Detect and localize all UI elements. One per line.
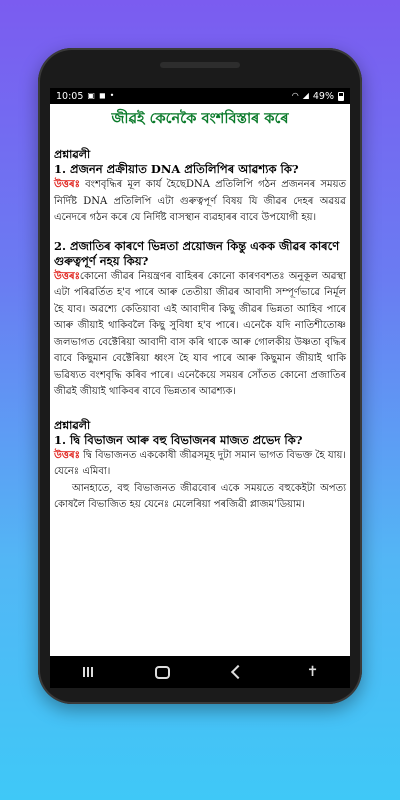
section-heading: প্ৰশ্নাৱলী bbox=[54, 418, 91, 432]
back-button[interactable] bbox=[218, 656, 258, 688]
wifi-icon: ◠ bbox=[291, 91, 299, 100]
answer-text: কোনো জীৱৰ নিয়ন্ত্ৰণৰ বাহিৰৰ কোনো কাৰণবশতঃ অনুকূল অৱস্থা এটা পৰিৱৰ্তিত হ'ব পাৰে আৰু তেতীয়া জীৱৰ আবাদী সম্পূৰ্ণভাৱে নিৰ্মূল হৈ যাব। অৱশ্যে কেতিয়াবা এই আবাদীৰ কিছু জীৱৰ ভিন্নতা আহিব পাৰে আৰু জীয়াই থাকিবলৈ কিছু সুবিধা হ'ব পাৰে। এনেকৈ যদি নাতিশীতোষ্ণ জলভাগত বেক্টেৰিয়া আবাদী বাস কৰি থাকে আৰু গোলকীয় উষ্ণতা বৃদ্ধিৰ বাবে কিছুমান বেক্টেৰিয়া ধ্বংস হৈ যাব পাৰে আৰু কিছুমান জীয়াই থাকি ভৱিষ্যত বংশবৃদ্ধি কৰিব পাৰে। এনেকৈয়ে সময়ৰ সোঁতত কোনো প্ৰজাতিৰ জীৱই জীয়াই থাকিবৰ বাবে ভিন্নতাৰ আৱশ্যক। bbox=[54, 270, 346, 397]
answer-text: বংশবৃদ্ধিৰ মূল কাৰ্য হৈছেDNA প্ৰতিলিপি গঠন প্ৰজননৰ সময়ত নিৰ্দিষ্ট DNA প্ৰতিলিপি এটা গুৰুত্বপূৰ্ণ বিষয় যি জীৱৰ দেহৰ অৱয়ৱ এনেদৰে গঠন কৰে যে নিৰ্দিষ্ট বাসস্থান ব্যৱহাৰৰ বাবে উপযোগী হয়। bbox=[54, 179, 346, 223]
question-2: 2. প্ৰজাতিৰ কাৰণে ভিন্নতা প্ৰয়োজন কিন্তু একক জীৱৰ কাৰণে গুৰুত্বপূৰ্ণ নহয় কিয়? bbox=[54, 238, 340, 268]
home-icon bbox=[155, 666, 170, 679]
dot-icon: • bbox=[109, 91, 115, 100]
answer-label: উত্তৰঃ bbox=[54, 449, 80, 461]
answer-label: উত্তৰঃ bbox=[54, 270, 80, 282]
home-button[interactable] bbox=[143, 656, 183, 688]
notification-icon: ◼ bbox=[98, 91, 106, 100]
answer-label: উত্তৰঃ bbox=[54, 179, 80, 190]
recents-icon bbox=[83, 667, 93, 677]
battery-icon bbox=[338, 92, 344, 101]
answer-2 bbox=[54, 269, 346, 401]
answer-3 bbox=[54, 448, 346, 481]
battery-percent: 49% bbox=[312, 90, 334, 102]
article-content[interactable] bbox=[50, 104, 350, 656]
answer-1 bbox=[54, 177, 346, 227]
signal-icon: ◢ bbox=[302, 91, 309, 100]
section-heading: প্ৰশ্নাৱলী bbox=[54, 148, 91, 161]
recents-button[interactable] bbox=[68, 656, 108, 688]
question-3: 1. দ্বি বিভাজন আৰু বহু বিভাজনৰ মাজত প্ৰভেদ কি? bbox=[54, 432, 303, 447]
page-title: জীৱই কেনেকৈ বংশবিস্তাৰ কৰে bbox=[111, 110, 289, 127]
navigation-bar bbox=[50, 656, 350, 688]
answer-3-continued: আনহাতে, বহু বিভাজনত জীৱবোৰ একে সময়তে বহুকেইটা অপত্য কোষলৈ বিভাজিত হয় যেনেঃ মেলেৰিয়া পৰজিৱী প্লাজম'ডিয়াম। bbox=[54, 482, 346, 510]
back-icon bbox=[230, 665, 244, 679]
accessibility-button[interactable] bbox=[293, 656, 333, 688]
image-icon: ▣ bbox=[87, 91, 95, 100]
status-time: 10:05 bbox=[56, 90, 84, 102]
screen bbox=[50, 88, 350, 688]
accessibility-icon: ✝ bbox=[306, 664, 319, 680]
phone-frame bbox=[38, 48, 362, 704]
answer-text: দ্বি বিভাজনত এককোষী জীৱসমূহ দুটা সমান ভাগত বিভক্ত হৈ যায়। যেনেঃ এমিবা। bbox=[54, 449, 346, 477]
status-bar bbox=[50, 88, 350, 104]
question-1: 1. প্ৰজনন প্ৰক্ৰীয়াত DNA প্ৰতিলিপিৰ আৱশ্যক কি? bbox=[54, 162, 299, 176]
speaker-grille bbox=[160, 62, 240, 68]
